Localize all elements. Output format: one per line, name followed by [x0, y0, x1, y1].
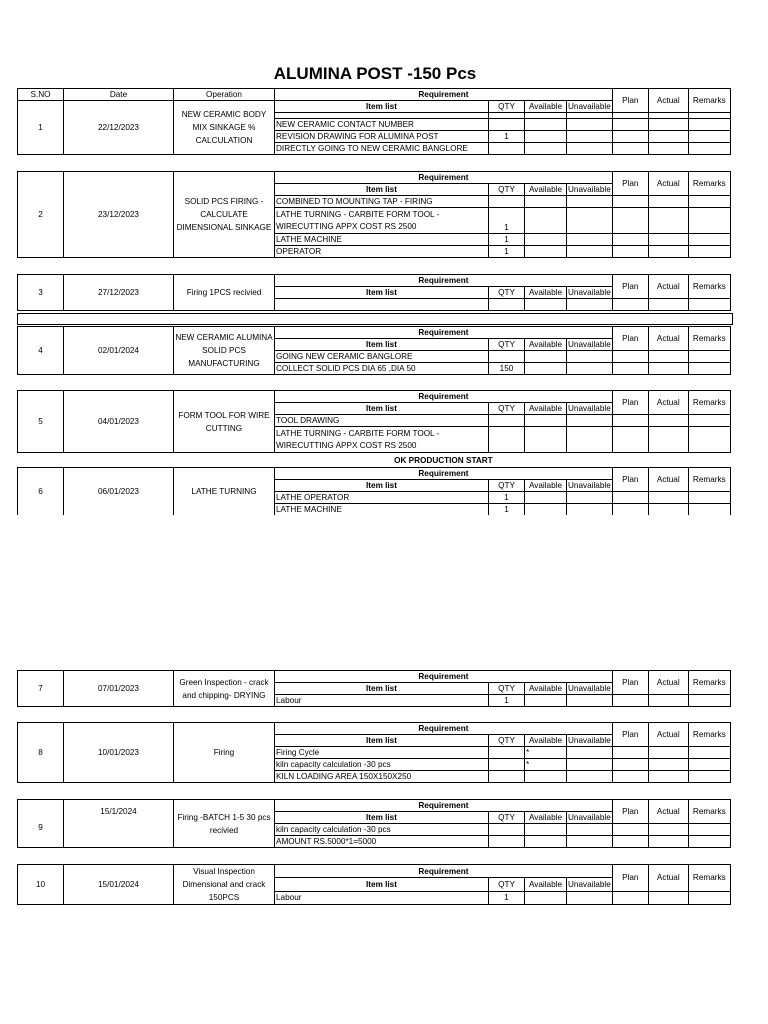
item-list-header: Item list [275, 339, 489, 351]
remarks-header: Remarks [688, 467, 730, 491]
block-9 [17, 799, 731, 848]
remarks-cell [688, 299, 730, 311]
actual-cell [648, 415, 688, 427]
qty-cell: 1 [489, 208, 525, 234]
plan-cell [612, 299, 648, 311]
item-cell: Firing Cycle [275, 747, 489, 759]
actual-cell [648, 824, 688, 836]
sno-cell: 1 [18, 101, 64, 155]
actual-header: Actual [648, 723, 688, 747]
actual-header: Actual [648, 391, 688, 415]
available-cell [525, 491, 567, 503]
unavailable-cell [567, 143, 613, 155]
remarks-cell [688, 491, 730, 503]
operation-cell: SOLID PCS FIRING - CALCULATE DIMENSIONAL SINKAGE [174, 172, 275, 258]
block-6 [17, 455, 731, 515]
unavailable-header: Unavailable [568, 288, 611, 297]
item-list-header: Item list [275, 287, 489, 299]
plan-cell [612, 363, 648, 375]
available-cell [525, 351, 567, 363]
date-cell: 06/01/2023 [64, 467, 174, 515]
qty-header: QTY [489, 101, 525, 113]
requirement-header: Requirement [275, 327, 613, 339]
operation-cell: Firing 1PCS recivied [174, 275, 275, 311]
block-1 [17, 88, 731, 155]
available-cell [525, 208, 567, 234]
block-8 [17, 722, 731, 783]
available-cell [525, 836, 567, 848]
item-cell: LATHE TURNING - CARBITE FORM TOOL - WIRECUTTING APPX COST RS 2500 [275, 427, 489, 453]
actual-cell [648, 299, 688, 311]
qty-cell: 1 [489, 131, 525, 143]
remarks-cell [688, 143, 730, 155]
remarks-cell [688, 824, 730, 836]
plan-header: Plan [612, 327, 648, 351]
operation-cell: LATHE TURNING [174, 467, 275, 515]
item-cell: AMOUNT RS.5000*1=5000 [275, 836, 489, 848]
available-header: Available [525, 101, 567, 113]
available-cell [525, 196, 567, 208]
available-header: Available [525, 878, 567, 891]
remarks-cell [688, 234, 730, 246]
item-cell: REVISION DRAWING FOR ALUMINA POST [275, 131, 489, 143]
qty-cell [489, 824, 525, 836]
item-list-header: Item list [275, 683, 489, 695]
operation-cell: Visual Inspection Dimensional and crack 150PCS [174, 865, 275, 905]
remarks-header: Remarks [688, 865, 730, 892]
plan-header: Plan [612, 671, 648, 695]
qty-cell [489, 836, 525, 848]
sno-cell: 5 [18, 391, 64, 453]
available-cell [525, 131, 567, 143]
date-cell: 22/12/2023 [64, 101, 174, 155]
item-cell: TOOL DRAWING [275, 415, 489, 427]
unavailable-cell [567, 299, 613, 311]
remarks-cell [688, 363, 730, 375]
available-cell [525, 246, 567, 258]
unavailable-cell [567, 415, 613, 427]
available-cell [525, 363, 567, 375]
operation-cell: Green Inspection - crack and chipping- DRYING [174, 671, 275, 707]
available-cell [525, 143, 567, 155]
available-cell: * [525, 747, 567, 759]
operation-cell: Firing -BATCH 1-5 30 pcs recivied [174, 800, 275, 848]
operation-cell: NEW CERAMIC ALUMINA SOLID PCS MANUFACTURING [174, 327, 275, 375]
qty-cell [489, 415, 525, 427]
remarks-header: Remarks [688, 671, 730, 695]
date-cell: 07/01/2023 [64, 671, 174, 707]
plan-cell [612, 351, 648, 363]
sno-cell: 6 [18, 467, 64, 515]
available-cell [525, 119, 567, 131]
sno-cell: 9 [18, 800, 64, 848]
separator-row [17, 313, 733, 325]
plan-cell [612, 747, 648, 759]
plan-header: Plan [612, 275, 648, 299]
plan-cell [612, 824, 648, 836]
remarks-cell [688, 836, 730, 848]
unavailable-header: Unavailable [568, 736, 611, 745]
requirement-header: Requirement [275, 275, 613, 287]
available-cell [525, 415, 567, 427]
requirement-header: Requirement [275, 89, 613, 101]
unavailable-cell [567, 695, 613, 707]
item-list-header: Item list [275, 812, 489, 824]
available-cell [525, 771, 567, 783]
ok-production-start: OK PRODUCTION START [394, 456, 493, 466]
remarks-cell [688, 891, 730, 904]
sno-cell: 4 [18, 327, 64, 375]
available-cell [525, 503, 567, 515]
remarks-cell [688, 208, 730, 234]
qty-cell: 1 [489, 695, 525, 707]
unavailable-cell [567, 747, 613, 759]
item-cell [275, 299, 489, 311]
plan-header: Plan [612, 89, 648, 113]
plan-cell [612, 695, 648, 707]
actual-cell [648, 351, 688, 363]
qty-header: QTY [489, 812, 525, 824]
item-list-header: Item list [275, 479, 489, 491]
item-list-header: Item list [275, 184, 489, 196]
actual-header: Actual [648, 467, 688, 491]
qty-header: QTY [489, 735, 525, 747]
unavailable-header: Unavailable [568, 102, 611, 111]
date-cell: 10/01/2023 [64, 723, 174, 783]
actual-cell [648, 196, 688, 208]
qty-cell: 150 [489, 363, 525, 375]
unavailable-cell [567, 503, 613, 515]
actual-cell [648, 491, 688, 503]
remarks-header: Remarks [688, 800, 730, 824]
block-3 [17, 274, 731, 311]
plan-cell [612, 891, 648, 904]
actual-cell [648, 891, 688, 904]
available-header: Available [525, 184, 567, 196]
available-header: Available [525, 403, 567, 415]
qty-header: QTY [489, 184, 525, 196]
actual-cell [648, 427, 688, 453]
plan-cell [612, 836, 648, 848]
remarks-header: Remarks [688, 275, 730, 299]
requirement-header: Requirement [275, 865, 613, 878]
actual-cell [648, 119, 688, 131]
remarks-header: Remarks [688, 89, 730, 113]
qty-header: QTY [489, 683, 525, 695]
qty-header: QTY [489, 878, 525, 891]
block-10 [17, 864, 731, 905]
remarks-header: Remarks [688, 391, 730, 415]
item-cell: COMBINED TO MOUNTING TAP - FIRING [275, 196, 489, 208]
unavailable-cell [567, 234, 613, 246]
qty-cell [489, 759, 525, 771]
operation-cell: Firing [174, 723, 275, 783]
plan-header: Plan [612, 391, 648, 415]
qty-cell [489, 299, 525, 311]
sno-cell: 8 [18, 723, 64, 783]
plan-header: Plan [612, 800, 648, 824]
qty-cell: 1 [489, 503, 525, 515]
unavailable-cell [567, 119, 613, 131]
unavailable-cell [567, 196, 613, 208]
date-cell: 15/1/2024 [64, 800, 174, 824]
item-cell: Labour [275, 891, 489, 904]
item-list-header: Item list [275, 735, 489, 747]
available-cell: * [525, 759, 567, 771]
unavailable-cell [567, 824, 613, 836]
block-7 [17, 670, 731, 707]
unavailable-cell [567, 208, 613, 234]
unavailable-header: Unavailable [568, 404, 611, 413]
date-cell: 23/12/2023 [64, 172, 174, 258]
block-4 [17, 326, 731, 375]
requirement-header: Requirement [275, 391, 613, 403]
available-cell [525, 695, 567, 707]
qty-cell: 1 [489, 891, 525, 904]
available-header: Available [525, 339, 567, 351]
date-cell: 27/12/2023 [64, 275, 174, 311]
operation-cell: FORM TOOL FOR WIRE CUTTING [174, 391, 275, 453]
plan-cell [612, 771, 648, 783]
item-cell: kiln capacity calculation -30 pcs [275, 759, 489, 771]
qty-cell: 1 [489, 234, 525, 246]
item-cell: OPERATOR [275, 246, 489, 258]
item-cell: Labour [275, 695, 489, 707]
item-list-header: Item list [275, 878, 489, 891]
actual-header: Actual [648, 671, 688, 695]
plan-cell [612, 759, 648, 771]
actual-cell [648, 363, 688, 375]
date-cell-blank [64, 824, 174, 848]
item-list-header: Item list [275, 403, 489, 415]
remarks-cell [688, 246, 730, 258]
requirement-header: Requirement [275, 467, 613, 479]
qty-header: QTY [489, 339, 525, 351]
actual-cell [648, 747, 688, 759]
actual-header: Actual [648, 865, 688, 892]
remarks-cell [688, 131, 730, 143]
available-cell [525, 299, 567, 311]
requirement-header: Requirement [275, 723, 613, 735]
unavailable-cell [567, 131, 613, 143]
plan-header: Plan [612, 172, 648, 196]
actual-cell [648, 759, 688, 771]
unavailable-cell [567, 491, 613, 503]
available-header: Available [525, 479, 567, 491]
remarks-header: Remarks [688, 172, 730, 196]
remarks-cell [688, 503, 730, 515]
actual-header: Actual [648, 89, 688, 113]
actual-cell [648, 771, 688, 783]
unavailable-cell [567, 836, 613, 848]
operation-header: Operation [174, 89, 275, 101]
plan-cell [612, 143, 648, 155]
actual-cell [648, 836, 688, 848]
qty-cell [489, 771, 525, 783]
actual-cell [648, 503, 688, 515]
available-cell [525, 824, 567, 836]
qty-cell: 1 [489, 491, 525, 503]
unavailable-header: Unavailable [568, 340, 611, 349]
available-header: Available [525, 287, 567, 299]
unavailable-cell [567, 427, 613, 453]
actual-header: Actual [648, 275, 688, 299]
requirement-header: Requirement [275, 800, 613, 812]
date-header: Date [64, 89, 174, 101]
available-cell [525, 427, 567, 453]
available-header: Available [525, 683, 567, 695]
qty-cell [489, 351, 525, 363]
unavailable-cell [567, 771, 613, 783]
actual-cell [648, 234, 688, 246]
plan-cell [612, 246, 648, 258]
unavailable-header: Unavailable [567, 878, 613, 891]
remarks-header: Remarks [688, 723, 730, 747]
sno-cell: 10 [18, 865, 64, 905]
unavailable-header: Unavailable [568, 480, 611, 490]
available-cell [525, 891, 567, 904]
plan-cell [612, 427, 648, 453]
plan-cell [612, 208, 648, 234]
plan-header: Plan [612, 467, 648, 491]
plan-cell [612, 415, 648, 427]
unavailable-cell [567, 351, 613, 363]
unavailable-header: Unavailable [568, 813, 611, 822]
plan-cell [612, 503, 648, 515]
operation-cell: NEW CERAMIC BODY MIX SINKAGE % CALCULATION [174, 101, 275, 155]
item-cell: kiln capacity calculation -30 pcs [275, 824, 489, 836]
actual-header: Actual [648, 327, 688, 351]
available-cell [525, 234, 567, 246]
item-cell: NEW CERAMIC CONTACT NUMBER [275, 119, 489, 131]
actual-cell [648, 131, 688, 143]
actual-cell [648, 246, 688, 258]
item-cell: DIRECTLY GOING TO NEW CERAMIC BANGLORE [275, 143, 489, 155]
plan-cell [612, 234, 648, 246]
qty-cell: 1 [489, 246, 525, 258]
actual-cell [648, 208, 688, 234]
remarks-cell [688, 427, 730, 453]
available-header: Available [525, 735, 567, 747]
item-cell: COLLECT SOLID PCS DIA 65 ,DIA 50 [275, 363, 489, 375]
unavailable-cell [567, 363, 613, 375]
actual-cell [648, 695, 688, 707]
qty-header: QTY [489, 287, 525, 299]
sno-cell: 2 [18, 172, 64, 258]
block-5 [17, 390, 731, 453]
item-cell: GOING NEW CERAMIC BANGLORE [275, 351, 489, 363]
plan-cell [612, 131, 648, 143]
remarks-cell [688, 196, 730, 208]
sno-cell: 3 [18, 275, 64, 311]
sno-header: S.NO [18, 89, 64, 101]
qty-header: QTY [489, 403, 525, 415]
qty-cell [489, 747, 525, 759]
plan-cell [612, 491, 648, 503]
remarks-cell [688, 119, 730, 131]
item-cell: LATHE TURNING - CARBITE FORM TOOL - WIRECUTTING APPX COST RS 2500 [275, 208, 489, 234]
item-cell: LATHE MACHINE [275, 234, 489, 246]
remarks-cell [688, 351, 730, 363]
actual-header: Actual [648, 800, 688, 824]
remarks-cell [688, 695, 730, 707]
date-cell: 02/01/2024 [64, 327, 174, 375]
plan-cell [612, 119, 648, 131]
page-title: ALUMINA POST -150 Pcs [273, 64, 477, 83]
date-cell: 15/01/2024 [64, 865, 174, 905]
sno-cell: 7 [18, 671, 64, 707]
qty-cell [489, 119, 525, 131]
actual-cell [648, 143, 688, 155]
date-cell: 04/01/2023 [64, 391, 174, 453]
unavailable-cell [567, 246, 613, 258]
available-header: Available [525, 812, 567, 824]
requirement-header: Requirement [275, 671, 613, 683]
qty-cell [489, 427, 525, 453]
item-cell: KILN LOADING AREA 150X150X250 [275, 771, 489, 783]
plan-header: Plan [612, 723, 648, 747]
qty-cell [489, 143, 525, 155]
item-cell: LATHE MACHINE [275, 503, 489, 515]
plan-header: Plan [612, 865, 648, 892]
unavailable-cell [567, 891, 613, 904]
qty-header: QTY [489, 479, 525, 491]
plan-cell [612, 196, 648, 208]
requirement-header: Requirement [275, 172, 613, 184]
remarks-cell [688, 747, 730, 759]
actual-header: Actual [648, 172, 688, 196]
remarks-cell [688, 759, 730, 771]
unavailable-header: Unavailable [568, 684, 611, 693]
item-list-header: Item list [275, 101, 489, 113]
remarks-cell [688, 415, 730, 427]
remarks-header: Remarks [688, 327, 730, 351]
item-cell: LATHE OPERATOR [275, 491, 489, 503]
unavailable-cell [567, 759, 613, 771]
block-2 [17, 171, 731, 258]
unavailable-header: Unavailable [568, 185, 611, 194]
remarks-cell [688, 771, 730, 783]
qty-cell [489, 196, 525, 208]
